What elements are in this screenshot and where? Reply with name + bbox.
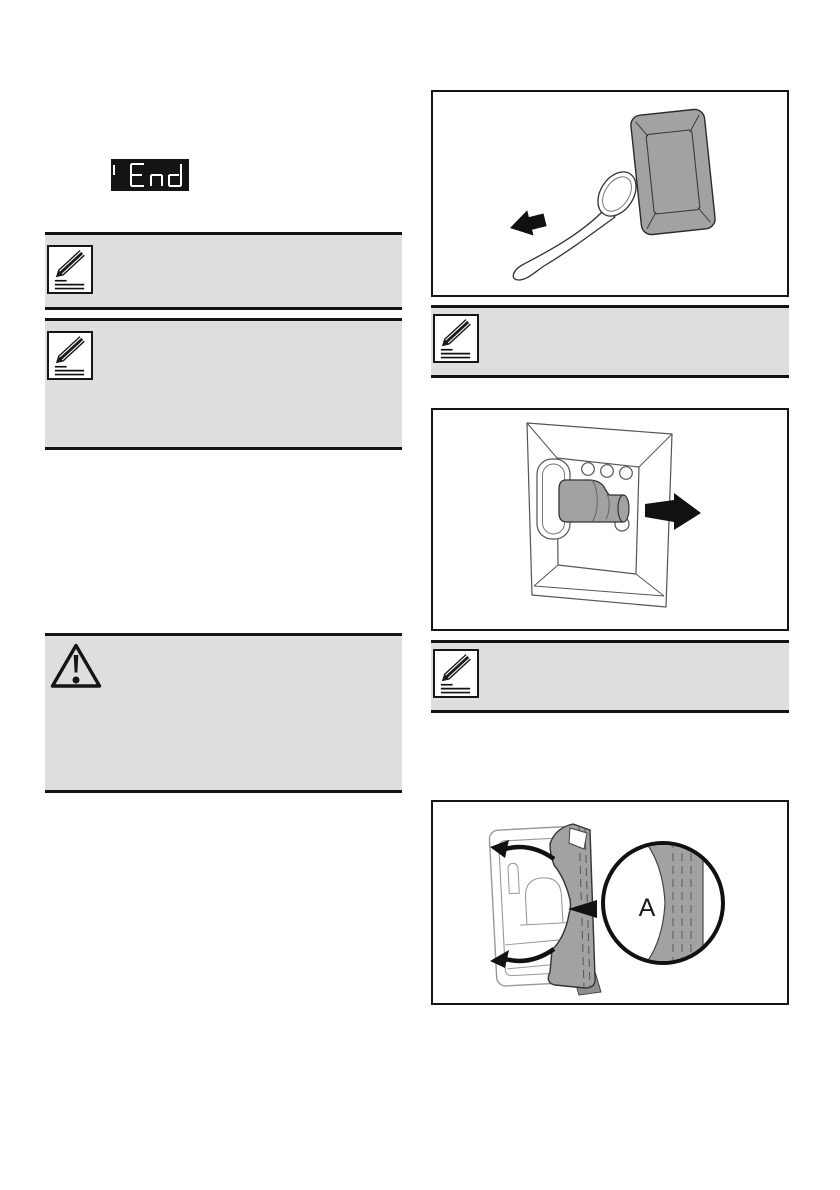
figure-door-gasket: [431, 800, 789, 1005]
warning-triangle-icon: [50, 642, 102, 690]
pencil-icon: [47, 245, 93, 294]
door-gasket-illustration: [433, 802, 787, 1003]
seven-segment-display: [111, 159, 189, 191]
pencil-icon: [433, 649, 479, 698]
left-arrow-icon: [507, 207, 548, 241]
figure-spoon-cover: [431, 90, 789, 297]
spoon-cover-illustration: [433, 92, 787, 295]
detail-circle: [603, 840, 723, 966]
note-box-4: [431, 640, 789, 713]
cover-panel: [630, 108, 716, 235]
figure-drain-plug: [431, 408, 789, 631]
seven-segment-glyphs: [111, 159, 189, 191]
note-box-1: [45, 232, 402, 310]
note-box-2: [45, 318, 402, 450]
pencil-icon: [47, 331, 93, 380]
drain-plug-illustration: [433, 410, 787, 629]
warning-box: [45, 633, 402, 793]
pencil-icon: [433, 314, 479, 363]
detail-label: A: [638, 894, 656, 922]
note-box-3: [431, 305, 789, 378]
